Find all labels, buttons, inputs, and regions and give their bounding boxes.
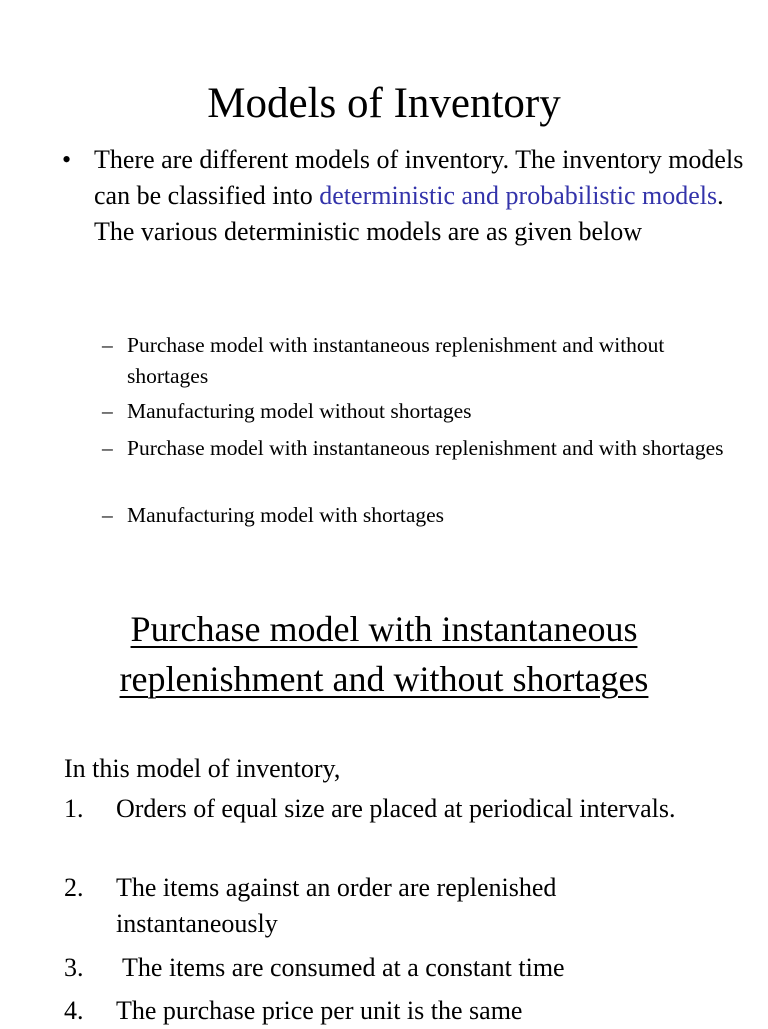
- dash-icon: –: [102, 503, 113, 527]
- model-list-item: Manufacturing model with shortages: [127, 503, 445, 527]
- model-list-item: Manufacturing model without shortages: [127, 399, 472, 423]
- model-list-item: Purchase model with instantaneous replenishment and without shortages: [127, 333, 665, 388]
- list-number: 4.: [64, 996, 84, 1025]
- bullet-icon: •: [62, 145, 72, 174]
- intro-paragraph: [94, 142, 754, 250]
- model-list-item: Purchase model with instantaneous replenishment and with shortages: [127, 436, 724, 460]
- list-item: The purchase price per unit is the same: [116, 996, 523, 1025]
- section-heading-line1: Purchase model with instantaneous: [130, 609, 638, 649]
- list-number: 1.: [64, 794, 84, 823]
- intro-text-part1: There are different models of inventory. The inventory models can be classified into: [94, 145, 744, 210]
- dash-icon: –: [102, 399, 113, 423]
- lead-text: In this model of inventory,: [64, 754, 341, 783]
- list-number: 3.: [64, 953, 84, 982]
- dash-icon: –: [102, 436, 113, 460]
- dash-icon: –: [102, 333, 113, 357]
- list-number: 2.: [64, 873, 84, 902]
- list-item: Orders of equal size are placed at periodical intervals.: [116, 794, 676, 823]
- section-heading: [0, 604, 768, 704]
- intro-text-part2: . The various deterministic models are as given below: [94, 181, 724, 246]
- list-item: The items against an order are replenished instantaneously: [116, 873, 557, 938]
- slide-title: Models of Inventory: [207, 80, 561, 127]
- list-item: The items are consumed at a constant time: [116, 953, 565, 982]
- section-heading-line2: replenishment and without shortages: [119, 659, 649, 699]
- deterministic-probabilistic-link[interactable]: deterministic and probabilistic models: [319, 181, 718, 210]
